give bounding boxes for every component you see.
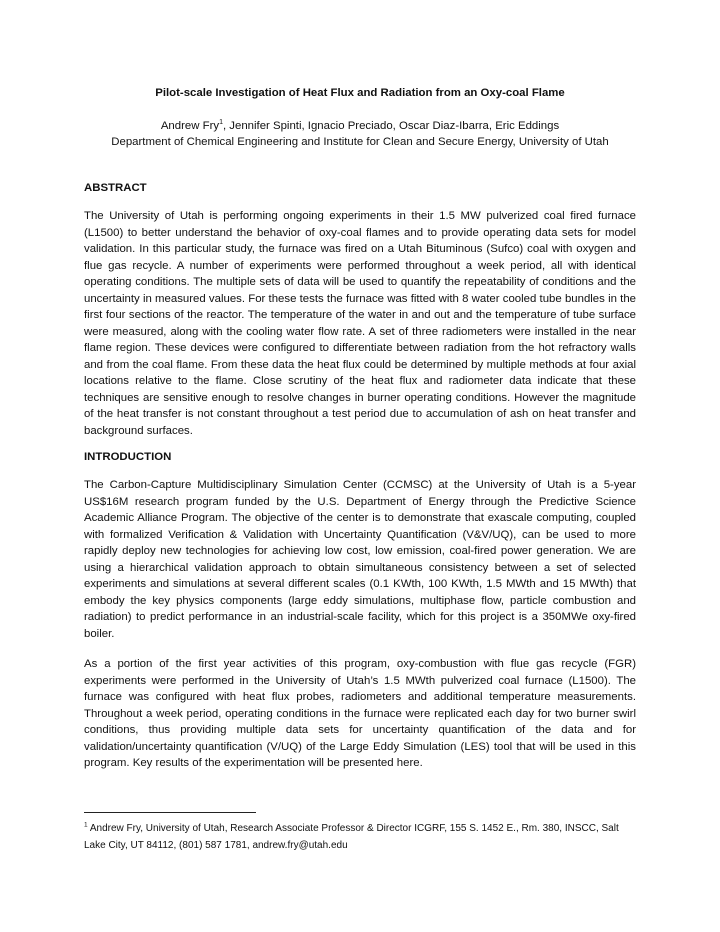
footnote [84,820,636,854]
paper-title: Pilot-scale Investigation of Heat Flux and Radiation from an Oxy-coal Flame [155,87,565,99]
co-authors: , Jennifer Spinti, Ignacio Preciado, Oscar Diaz-Ibarra, Eric Eddings [222,120,560,132]
first-author: Andrew Fry [160,120,220,132]
author-affiliation: Department of Chemical Engineering and Institute for Clean and Secure Energy, University of Utah [111,136,609,148]
author-list [84,118,636,134]
introduction-paragraph-2: As a portion of the first year activities of this program, oxy-combustion with flue gas recycle (FGR) experiments were performed in the University of Utah’s 1.5 MWth pulverized coal furnace (L1500). The furnace was configured with heat flux probes, radiometers and additional temperature measurements. Throughout a week period, operating conditions in the furnace were replicated each day for two burner swirl conditions, thus providing multiple data sets for uncertainty quantification of the data and for validation/uncertainty quantification (V/UQ) of the Large Eddy Simulation (LES) tool that will be used in this program. Key results of the experimentation will be presented here. [84,658,636,769]
abstract-heading: ABSTRACT [84,182,147,194]
footnote-text: Andrew Fry, University of Utah, Research Associate Professor & Director ICGRF, 155 S. 1452 E., Rm. 380, INSCC, Salt Lake City, UT 84112, (801) 587 1781, andrew.fry@utah.edu [84,823,619,851]
footnote-divider [84,812,256,813]
introduction-heading: INTRODUCTION [84,451,172,463]
introduction-paragraph-1: The Carbon-Capture Multidisciplinary Simulation Center (CCMSC) at the University of Utah is a 5-year US$16M research program funded by the U.S. Department of Energy through the Predictive Science Academic Alliance Program. The objective of the center is to demonstrate that exascale computing, coupled with formalized Verification & Validation with Uncertainty Quantification (V&V/UQ), can be used to more rapidly deploy new technologies for achieving low cost, low emission, coal-fired power generation. We are using a hierarchical validation approach to obtain simultaneous consistency between a set of selected experiments and simulations at several different scales (0.1 KWth, 100 KWth, 1.5 MWth and 15 MWth) that embody the key physics components (large eddy simulations, multiphase flow, particle combustion and radiation) to predict performance in an industrial-scale facility, which for this project is a 350MWe oxy-fired boiler. [84,479,636,640]
author-footnote-marker: 1 [219,119,223,127]
footnote-marker: 1 [84,821,88,829]
abstract-text: The University of Utah is performing ongoing experiments in their 1.5 MW pulverized coal fired furnace (L1500) to better understand the behavior of oxy-coal flames and to provide operating data sets for model validation. In this particular study, the furnace was fired on a Utah Bituminous (Sufco) coal with oxygen and flue gas recycle. A number of experiments were performed throughout a week period, all with identical operating conditions. The multiple sets of data will be used to quantify the repeatability of conditions and the uncertainty in measured values. For these tests the furnace was fitted with 8 water cooled tube bundles in the first four sections of the reactor. The temperature of the water in and out and the temperature of tube surface were measured, along with the cooling water flow rate. A set of three radiometers were installed in the near flame region. These devices were configured to differentiate between radiation from the hot refractory walls and from the coal flame. From these data the heat flux could be determined by multiple methods at four axial locations relative to the flame. Close scrutiny of the heat flux and radiometer data indicate that these techniques are sensitive enough to resolve changes in burner operating conditions. However the magnitude of the heat transfer is not constant throughout a test period due to accumulation of ash on heat transfer and background surfaces. [84,210,636,437]
